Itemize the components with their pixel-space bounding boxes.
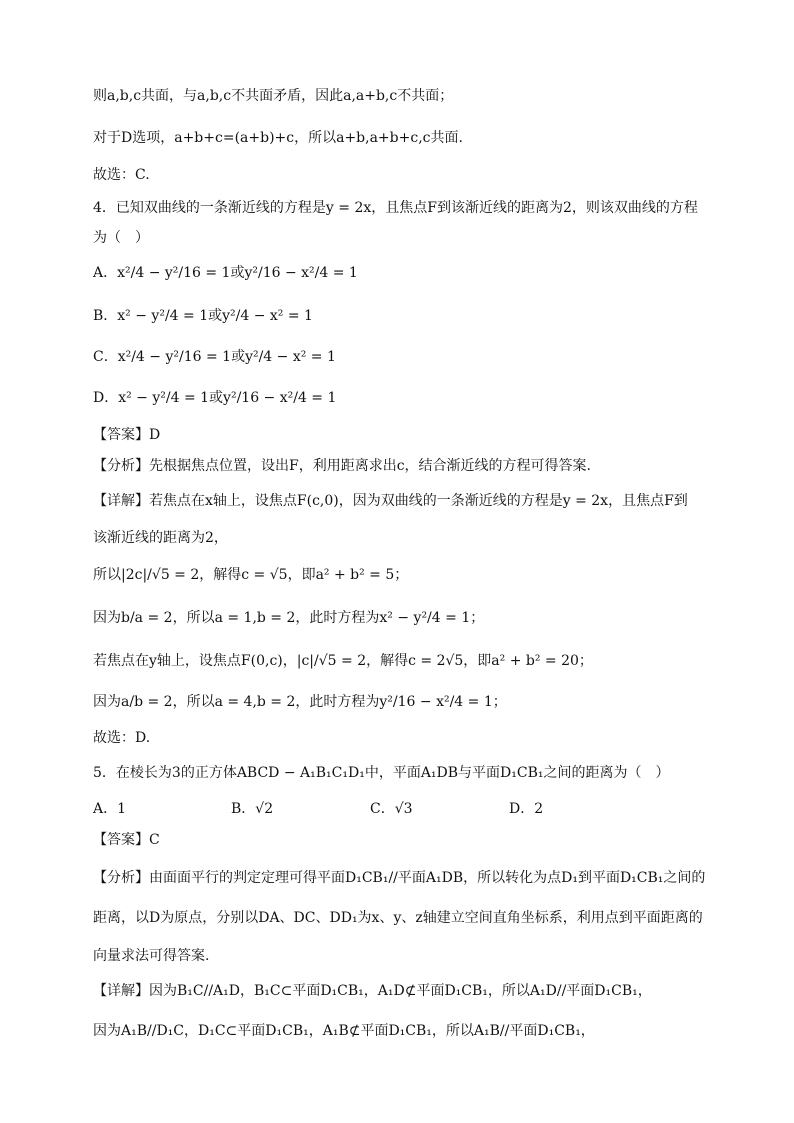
solution-5-cont: 因为A₁B//D₁C，D₁C⊂平面D₁CB₁，A₁B⊄平面D₁CB₁，所以A₁B//平面D₁CB₁，: [93, 1023, 595, 1039]
text-line: 故选：C.: [93, 167, 150, 183]
question-4-stem-cont: 为（ ）: [93, 230, 149, 246]
solution-step: 故选：D.: [93, 730, 151, 746]
text-line: 对于D选项，a+b+c=(a+b)+c，所以a+b,a+b+c,c共面.: [93, 130, 463, 146]
solution-step: 因为b/a = 2，所以a = 1,b = 2，此时方程为x² − y²/4 = 1；: [93, 610, 485, 626]
option-c: C．x²/4 − y²/16 = 1或y²/4 − x² = 1: [93, 349, 336, 365]
analysis-5-cont: 距离，以D为原点，分别以DA、DC、DD₁为x、y、z轴建立空间直角坐标系，利用点到平面距离的: [93, 910, 703, 926]
question-4-stem: 4．已知双曲线的一条渐近线的方程是y = 2x，且焦点F到该渐近线的距离为2，则该双曲线的方程: [93, 200, 698, 216]
q5-option-c: C．√3: [370, 801, 413, 817]
option-d: D．x² − y²/4 = 1或y²/16 − x²/4 = 1: [93, 390, 337, 406]
option-b: B．x² − y²/4 = 1或y²/4 − x² = 1: [93, 308, 313, 324]
analysis-5: 【分析】由面面平行的判定定理可得平面D₁CB₁//平面A₁DB，所以转化为点D₁到平面D₁CB₁之间的: [93, 870, 706, 886]
solution-4: 【详解】若焦点在x轴上，设焦点F(c,0)，因为双曲线的一条渐近线的方程是y = 2x，且焦点F到: [93, 493, 688, 509]
text-line: 则a,b,c共面，与a,b,c不共面矛盾，因此a,a+b,c不共面；: [93, 88, 454, 104]
analysis-4: 【分析】先根据焦点位置，设出F，利用距离求出c，结合渐近线的方程可得答案.: [93, 458, 592, 474]
solution-4-cont: 该渐近线的距离为2，: [93, 530, 228, 546]
solution-step: 所以|2c|/√5 = 2，解得c = √5，即a² + b² = 5；: [93, 567, 409, 583]
q5-option-d: D．2: [509, 801, 544, 817]
q5-option-b: B．√2: [231, 801, 274, 817]
solution-step: 若焦点在y轴上，设焦点F(0,c)，|c|/√5 = 2，解得c = 2√5，即a² + b² = 20；: [93, 653, 593, 669]
answer-4: 【答案】D: [93, 427, 161, 443]
solution-5: 【详解】因为B₁C//A₁D，B₁C⊂平面D₁CB₁，A₁D⊄平面D₁CB₁，所以A₁D//平面D₁CB₁，: [93, 983, 652, 999]
option-a: A．x²/4 − y²/16 = 1或y²/16 − x²/4 = 1: [93, 265, 358, 281]
solution-step: 因为a/b = 2，所以a = 4,b = 2，此时方程为y²/16 − x²/4 = 1；: [93, 694, 507, 710]
question-5-stem: 5．在棱长为3的正方体ABCD − A₁B₁C₁D₁中，平面A₁DB与平面D₁CB₁之间的距离为（ ）: [93, 765, 670, 781]
q5-option-a: A．1: [93, 801, 127, 817]
analysis-5-cont: 向量求法可得答案.: [93, 948, 210, 964]
answer-5: 【答案】C: [93, 832, 160, 848]
